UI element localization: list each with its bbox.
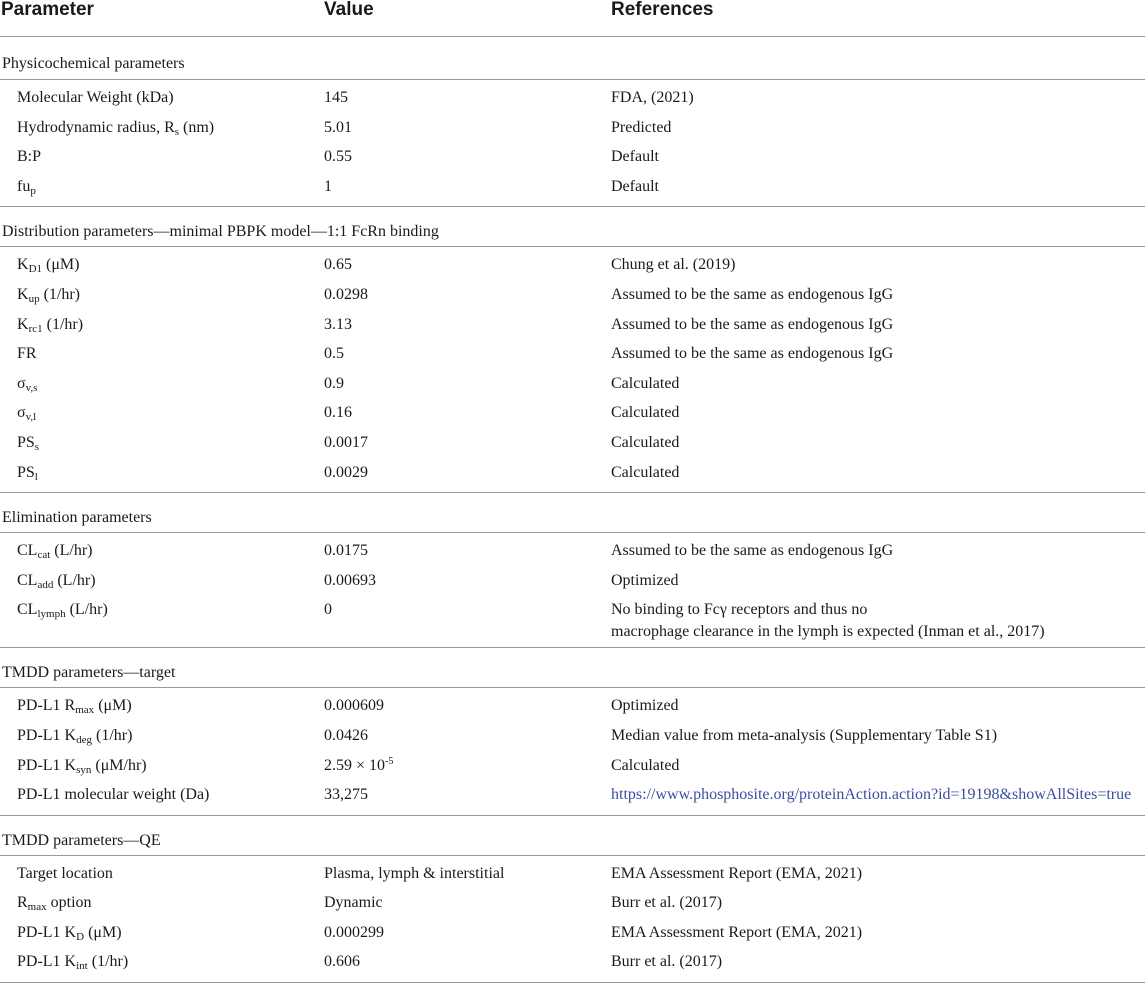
reference-line: No binding to Fcγ receptors and thus no bbox=[611, 601, 868, 619]
parameter-cell: Molecular Weight (kDa) bbox=[17, 89, 174, 106]
table-row bbox=[0, 725, 1145, 755]
param-base: K bbox=[17, 285, 29, 303]
table-row bbox=[0, 599, 1145, 646]
table-section bbox=[0, 37, 1145, 207]
value-cell: 0.65 bbox=[324, 256, 352, 274]
section-title: TMDD parameters—target bbox=[0, 648, 1145, 688]
value-cell: 5.01 bbox=[324, 118, 352, 136]
param-subscript: s bbox=[34, 440, 40, 453]
param-subscript: s bbox=[174, 125, 180, 138]
parameter-cell bbox=[17, 695, 132, 717]
param-base: PD-L1 K bbox=[17, 726, 77, 744]
param-subscript: int bbox=[76, 960, 88, 973]
reference-cell: Assumed to be the same as endogenous IgG bbox=[611, 285, 894, 303]
table-row bbox=[0, 176, 1145, 206]
param-tail: (nm) bbox=[179, 118, 215, 136]
parameter-cell bbox=[17, 314, 83, 336]
section-rows bbox=[0, 533, 1145, 647]
parameter-cell bbox=[17, 570, 96, 592]
section-title: Distribution parameters—minimal PBPK model—1:1 FcRn binding bbox=[0, 207, 1145, 247]
parameter-cell bbox=[17, 725, 132, 747]
value-cell: 0.00693 bbox=[324, 571, 376, 589]
table-section bbox=[0, 816, 1145, 983]
value-base: 2.59 × 10 bbox=[324, 756, 386, 774]
param-tail: (1/hr) bbox=[92, 726, 133, 744]
reference-cell: Optimized bbox=[611, 697, 679, 715]
param-base: PS bbox=[17, 433, 35, 451]
param-subscript: up bbox=[28, 292, 40, 305]
value-superscript: -5 bbox=[385, 755, 394, 767]
value-cell: 0.9 bbox=[324, 374, 344, 392]
parameter-cell bbox=[17, 373, 37, 395]
parameter-cell: PD-L1 molecular weight (Da) bbox=[17, 786, 210, 804]
value-cell: Plasma, lymph & interstitial bbox=[324, 864, 505, 882]
param-subscript: v,l bbox=[25, 411, 37, 424]
parameter-cell bbox=[17, 432, 39, 454]
param-tail: (μM) bbox=[84, 923, 122, 941]
value-cell: 1 bbox=[324, 177, 332, 195]
param-subscript: D1 bbox=[28, 263, 43, 276]
reference-cell: Burr et al. (2017) bbox=[611, 953, 723, 971]
parameter-cell: B:P bbox=[17, 148, 42, 166]
param-base: PS bbox=[17, 463, 35, 481]
reference-cell: Chung et al. (2019) bbox=[611, 256, 736, 274]
section-rows bbox=[0, 80, 1145, 206]
param-base: CL bbox=[17, 571, 38, 589]
param-tail: (L/hr) bbox=[53, 571, 96, 589]
reference-cell bbox=[611, 784, 1131, 806]
parameter-cell bbox=[17, 254, 79, 276]
param-tail: (1/hr) bbox=[42, 315, 84, 333]
value-cell: 0 bbox=[324, 601, 332, 619]
param-base: PD-L1 K bbox=[17, 953, 77, 971]
table-row bbox=[0, 570, 1145, 600]
table-row bbox=[0, 922, 1145, 952]
reference-cell: Assumed to be the same as endogenous IgG bbox=[611, 345, 894, 363]
value-cell: 0.000299 bbox=[324, 923, 384, 941]
param-tail: (1/hr) bbox=[39, 285, 80, 303]
param-subscript: l bbox=[34, 470, 38, 483]
table-row bbox=[0, 462, 1145, 492]
param-subscript: rc1 bbox=[28, 322, 43, 335]
header-value: Value bbox=[324, 0, 374, 20]
param-subscript: cat bbox=[37, 549, 51, 562]
section-title: Elimination parameters bbox=[0, 493, 1145, 533]
reference-cell: Default bbox=[611, 148, 659, 166]
table-row bbox=[0, 87, 1145, 117]
param-base: Hydrodynamic radius, R bbox=[17, 118, 175, 136]
table-row bbox=[0, 343, 1145, 373]
param-subscript: D bbox=[76, 930, 85, 943]
parameter-cell bbox=[17, 117, 214, 139]
value-cell: 0.000609 bbox=[324, 697, 384, 715]
value-cell: 0.606 bbox=[324, 953, 360, 971]
param-tail: (1/hr) bbox=[87, 953, 129, 971]
value-cell: 0.0017 bbox=[324, 433, 368, 451]
section-rows bbox=[0, 856, 1145, 982]
reference-cell: Assumed to be the same as endogenous IgG bbox=[611, 315, 894, 333]
table-row bbox=[0, 146, 1145, 176]
table-row bbox=[0, 863, 1145, 893]
param-base: R bbox=[17, 894, 28, 912]
value-cell: 0.5 bbox=[324, 345, 344, 363]
value-cell: Dynamic bbox=[324, 894, 383, 912]
reference-cell: Calculated bbox=[611, 404, 680, 422]
reference-cell: Median value from meta-analysis (Supplementary Table S1) bbox=[611, 726, 998, 744]
value-cell: 0.0029 bbox=[324, 463, 368, 481]
parameter-cell bbox=[17, 402, 36, 424]
table-row bbox=[0, 755, 1145, 785]
param-base: PD-L1 K bbox=[17, 923, 77, 941]
parameter-cell bbox=[17, 462, 38, 484]
table-row bbox=[0, 254, 1145, 284]
parameter-cell bbox=[17, 892, 92, 914]
param-subscript: add bbox=[37, 578, 54, 591]
reference-cell: EMA Assessment Report (EMA, 2021) bbox=[611, 923, 863, 941]
param-subscript: p bbox=[30, 184, 36, 197]
reference-line: macrophage clearance in the lymph is expected (Inman et al., 2017) bbox=[611, 623, 1045, 641]
value-cell: 0.0175 bbox=[324, 542, 368, 560]
param-tail: (μM/hr) bbox=[91, 756, 147, 774]
header-parameter: Parameter bbox=[1, 0, 94, 20]
table-row bbox=[0, 540, 1145, 570]
header-references: References bbox=[611, 0, 714, 20]
reference-cell: EMA Assessment Report (EMA, 2021) bbox=[611, 864, 863, 882]
section-rows bbox=[0, 247, 1145, 492]
value-cell: 0.16 bbox=[324, 404, 352, 422]
table-body bbox=[0, 37, 1145, 983]
param-subscript: max bbox=[75, 704, 95, 717]
value-cell: 33,275 bbox=[324, 786, 368, 804]
table-row bbox=[0, 402, 1145, 432]
table-section bbox=[0, 648, 1145, 815]
section-title: Physicochemical parameters bbox=[0, 37, 1145, 80]
reference-cell: Calculated bbox=[611, 374, 680, 392]
section-rows bbox=[0, 688, 1145, 814]
param-base: σ bbox=[17, 374, 26, 392]
param-tail: (L/hr) bbox=[65, 601, 108, 619]
table-row bbox=[0, 117, 1145, 147]
parameter-cell bbox=[17, 755, 147, 777]
reference-cell: Default bbox=[611, 177, 659, 195]
param-tail: (μM) bbox=[94, 697, 132, 715]
table-row bbox=[0, 951, 1145, 981]
table-row bbox=[0, 432, 1145, 462]
table-section bbox=[0, 493, 1145, 648]
value-cell: 0.0298 bbox=[324, 285, 368, 303]
table-header bbox=[0, 0, 1145, 37]
reference-cell bbox=[611, 599, 1141, 643]
param-subscript: lymph bbox=[37, 608, 66, 621]
param-base: K bbox=[17, 256, 29, 274]
parameter-cell bbox=[17, 951, 128, 973]
param-base: fu bbox=[17, 177, 31, 195]
param-subscript: syn bbox=[76, 763, 92, 776]
reference-cell: Calculated bbox=[611, 433, 680, 451]
param-subscript: max bbox=[27, 901, 47, 914]
param-subscript: v,s bbox=[25, 381, 38, 394]
parameter-cell bbox=[17, 176, 36, 198]
param-tail: option bbox=[46, 894, 92, 912]
table-row bbox=[0, 695, 1145, 725]
parameter-cell bbox=[17, 599, 108, 621]
param-base: CL bbox=[17, 601, 38, 619]
table-row bbox=[0, 373, 1145, 403]
param-subscript: deg bbox=[76, 733, 92, 746]
param-base: σ bbox=[17, 404, 26, 422]
parameter-cell: FR bbox=[17, 345, 37, 363]
table-row bbox=[0, 892, 1145, 922]
section-title: TMDD parameters—QE bbox=[0, 816, 1145, 856]
table-section bbox=[0, 207, 1145, 493]
reference-cell: Burr et al. (2017) bbox=[611, 894, 723, 912]
value-cell: 145 bbox=[324, 89, 348, 106]
value-cell: 0.55 bbox=[324, 148, 352, 166]
value-cell: 0.0426 bbox=[324, 726, 368, 744]
parameter-cell bbox=[17, 540, 92, 562]
value-cell: 3.13 bbox=[324, 315, 352, 333]
param-base: PD-L1 R bbox=[17, 697, 76, 715]
table-row bbox=[0, 284, 1145, 314]
reference-cell: Calculated bbox=[611, 463, 680, 481]
param-tail: (μM) bbox=[42, 256, 80, 274]
reference-cell: Calculated bbox=[611, 756, 680, 774]
reference-cell: FDA, (2021) bbox=[611, 89, 694, 106]
parameter-cell: Target location bbox=[17, 864, 113, 882]
param-base: CL bbox=[17, 542, 38, 560]
value-cell bbox=[324, 755, 393, 777]
reference-link[interactable]: https://www.phosphosite.org/proteinAction.action?id=19198&showAllSites=true bbox=[611, 786, 1132, 804]
param-base: K bbox=[17, 315, 29, 333]
param-base: PD-L1 K bbox=[17, 756, 77, 774]
reference-cell: Assumed to be the same as endogenous IgG bbox=[611, 542, 894, 560]
reference-cell: Optimized bbox=[611, 571, 679, 589]
param-tail: (L/hr) bbox=[50, 542, 93, 560]
table-row bbox=[0, 314, 1145, 344]
reference-cell: Predicted bbox=[611, 118, 672, 136]
parameter-cell bbox=[17, 284, 80, 306]
parameter-cell bbox=[17, 922, 122, 944]
table-row bbox=[0, 784, 1145, 814]
